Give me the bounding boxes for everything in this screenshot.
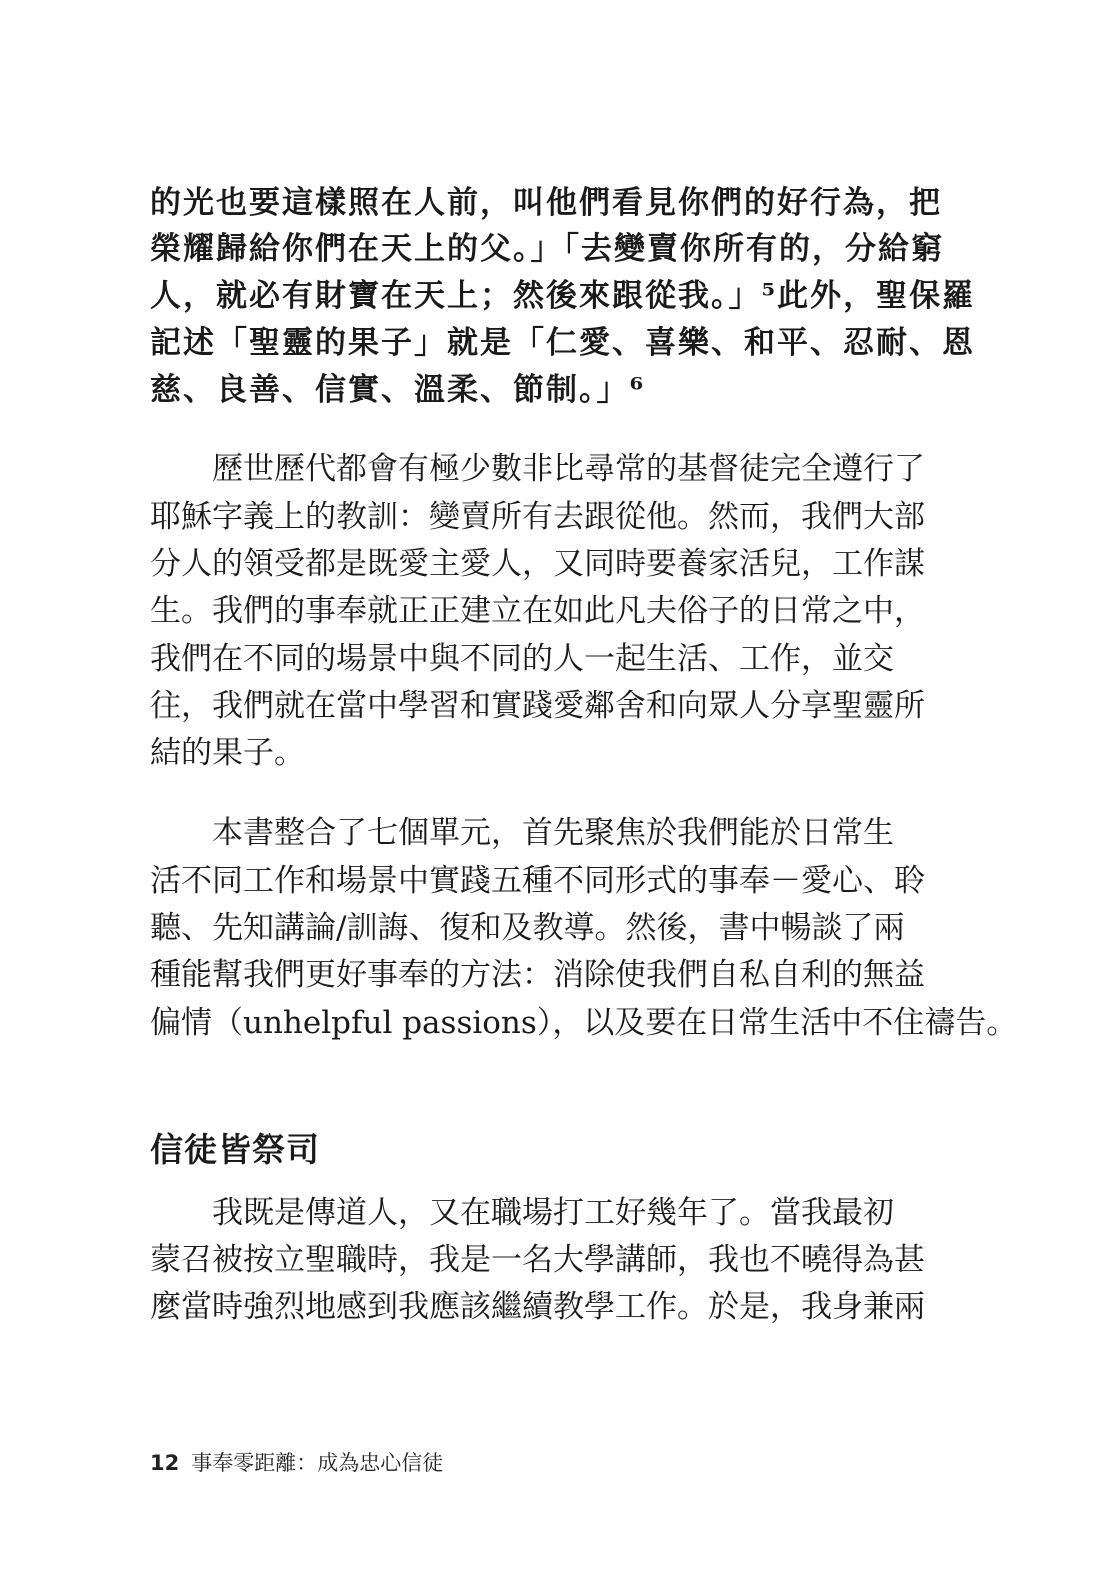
paragraph-line: 我既是傳道人，又在職場打工好幾年了。當我最初: [212, 1195, 894, 1231]
paragraph-line: 種能幫我們更好事奉的方法：消除使我們自私自利的無益: [150, 957, 925, 993]
quote-line: 慈、良善、信實、溫柔、節制。」⁶: [150, 372, 646, 408]
paragraph-line: 結的果子。: [150, 735, 305, 771]
quote-line: 記述「聖靈的果子」就是「仁愛、喜樂、和平、忍耐、恩: [150, 325, 975, 361]
paragraph-line: 我們在不同的場景中與不同的人一起生活、工作，並交: [150, 641, 894, 677]
paragraph-line: 往，我們就在當中學習和實踐愛鄰舍和向眾人分享聖靈所: [150, 688, 925, 724]
paragraph-line: 生。我們的事奉就正正建立在如此凡夫俗子的日常之中，: [150, 593, 925, 629]
running-title: 事奉零距離：成為忠心信徒: [191, 1451, 444, 1475]
quote-line: 人，就必有財寶在天上；然後來跟從我。」⁵此外，聖保羅: [150, 278, 976, 314]
paragraph-line: 聽、先知講論/訓誨、復和及教導。然後，書中暢談了兩: [150, 910, 905, 946]
paragraph-line: 分人的領受都是既愛主愛人，又同時要養家活兒，工作謀: [150, 546, 925, 582]
page-footer: [150, 1448, 443, 1478]
paragraph-line: 偏情（unhelpful passions），以及要在日常生活中不住禱告。: [150, 1005, 1018, 1041]
paragraph-line: 歷世歷代都會有極少數非比尋常的基督徒完全遵行了: [212, 451, 925, 487]
quote-line: 榮耀歸給你們在天上的父。」「去變賣你所有的，分給窮: [150, 231, 944, 267]
section-heading: 信徒皆祭司: [150, 1130, 320, 1169]
paragraph-line: 本書整合了七個單元，首先聚焦於我們能於日常生: [212, 815, 894, 851]
paragraph-line: 耶穌字義上的教訓：變賣所有去跟從他。然而，我們大部: [150, 499, 925, 535]
paragraph-line: 活不同工作和場景中實踐五種不同形式的事奉－愛心、聆: [150, 863, 925, 899]
paragraph-line: 麼當時強烈地感到我應該繼續教學工作。於是，我身兼兩: [150, 1289, 925, 1325]
quote-line: 的光也要這樣照在人前，叫他們看見你們的好行為，把: [150, 185, 942, 221]
paragraph-line: 蒙召被按立聖職時，我是一名大學講師，我也不曉得為甚: [150, 1242, 925, 1278]
page-number: 12: [150, 1451, 180, 1475]
